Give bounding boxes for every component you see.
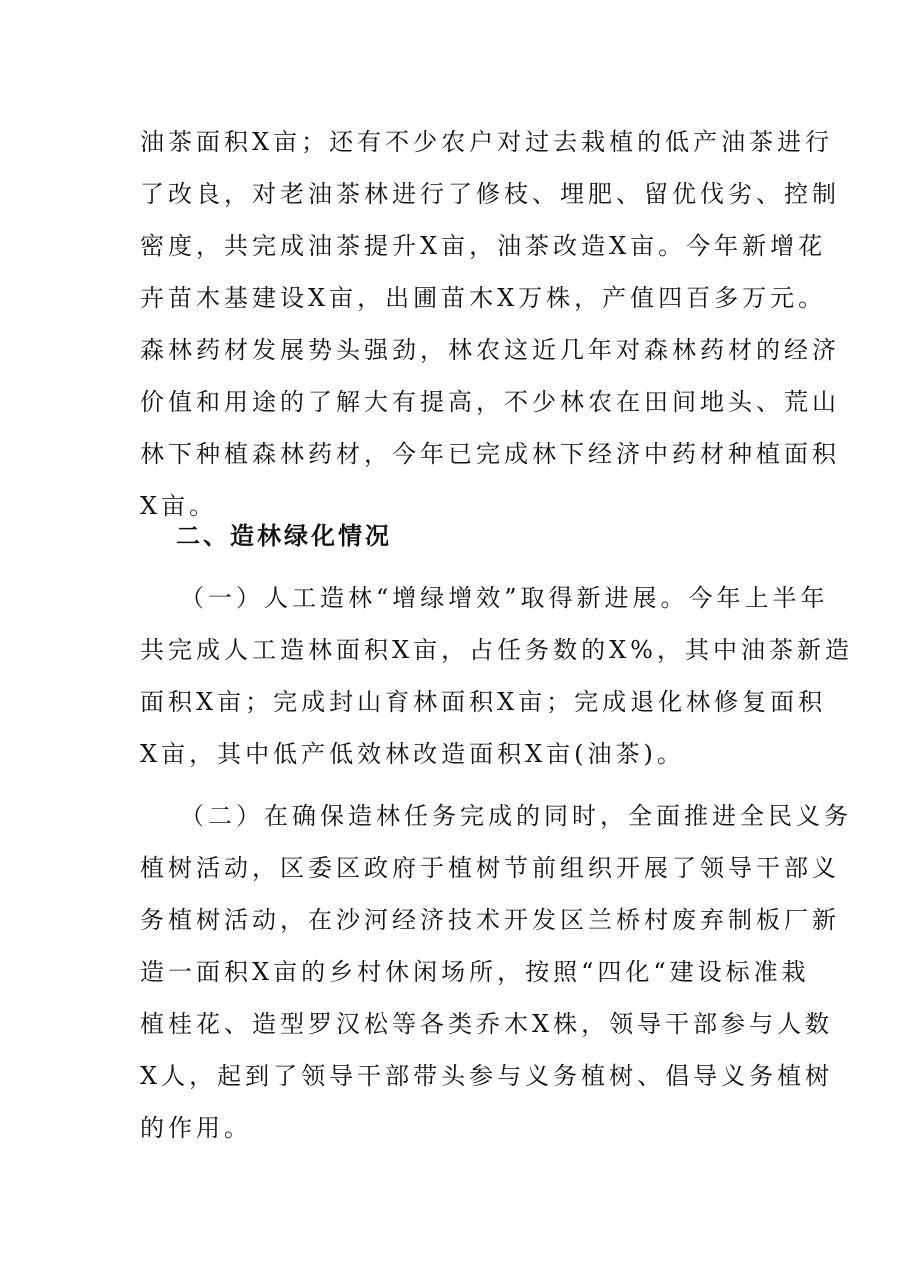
- para1-line-4: 卉苗木基建设X亩，出圃苗木X万株，产值四百多万元。: [140, 284, 827, 312]
- para2-line-4: X亩，其中低产低效林改造面积X亩(油茶)。: [140, 740, 685, 768]
- para3-line-3: 务植树活动，在沙河经济技术开发区兰桥村废弃制板厂新: [140, 906, 840, 934]
- para3-line-6: X人，起到了领导干部带头参与义务植树、倡导义务植树: [140, 1062, 834, 1090]
- para3-line-1: （二）在确保造林任务完成的同时，全面推进全民义务: [180, 802, 852, 830]
- para3-line-5: 植桂花、造型罗汉松等各类乔木X株，领导干部参与人数: [140, 1010, 834, 1038]
- para2-line-2: 共完成人工造林面积X亩，占任务数的X%，其中油茶新造: [140, 636, 853, 664]
- para2-line-3: 面积X亩；完成封山育林面积X亩；完成退化林修复面积: [140, 688, 827, 716]
- para1-line-1: 油茶面积X亩；还有不少农户对过去栽植的低产油茶进行: [140, 128, 834, 156]
- para1-line-7: 林下种植森林药材，今年已完成林下经济中药材种植面积: [140, 440, 840, 468]
- para1-line-6: 价值和用途的了解大有提高，不少林农在田间地头、荒山: [140, 388, 840, 416]
- para1-line-2: 了改良，对老油茶林进行了修枝、埋肥、留优伐劣、控制: [140, 180, 840, 208]
- para3-line-7: 的作用。: [140, 1114, 252, 1142]
- para3-line-4: 造一面积X亩的乡村休闲场所，按照“四化“建设标准栽: [140, 958, 810, 986]
- para1-line-3: 密度，共完成油茶提升X亩，油茶改造X亩。今年新增花: [140, 232, 827, 260]
- para1-line-8: X亩。: [140, 492, 218, 520]
- section-heading: 二、造林绿化情况: [176, 522, 392, 550]
- para1-line-5: 森林药材发展势头强劲，林农这近几年对森林药材的经济: [140, 336, 840, 364]
- para3-line-2: 植树活动，区委区政府于植树节前组织开展了领导干部义: [140, 854, 840, 882]
- para2-line-1: （一）人工造林“增绿增效”取得新进展。今年上半年: [180, 584, 829, 612]
